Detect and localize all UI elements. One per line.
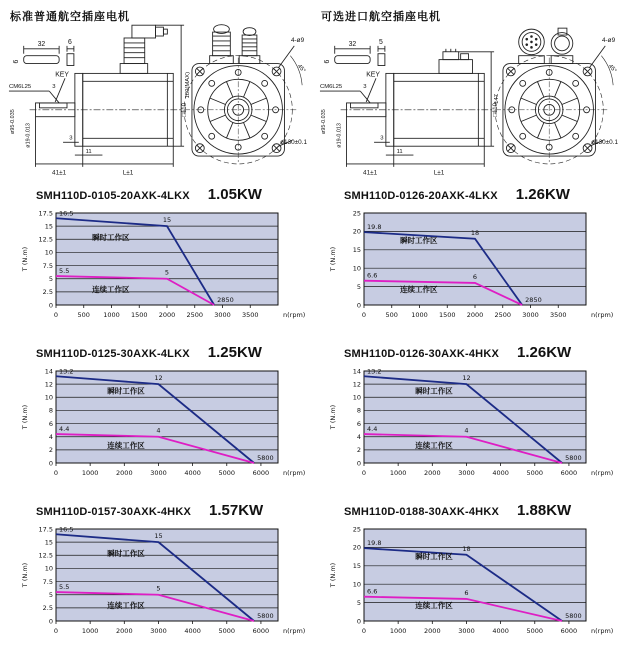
svg-text:20: 20 [352, 543, 361, 552]
svg-text:5000: 5000 [526, 469, 544, 477]
point-label: 16.5 [59, 525, 74, 534]
svg-text:3000: 3000 [522, 311, 539, 319]
point-label: 6 [464, 588, 469, 597]
svg-text:2000: 2000 [424, 469, 441, 477]
dim-mount-holes: 4-ø9 [291, 36, 305, 44]
svg-text:10: 10 [352, 580, 361, 589]
torque-chart-2 [328, 186, 624, 331]
svg-text:1500: 1500 [130, 311, 148, 319]
svg-text:5000: 5000 [218, 627, 236, 635]
torque-chart-6 [328, 502, 624, 647]
x-axis-label: n(rpm) [283, 469, 306, 477]
svg-text:0: 0 [48, 301, 53, 310]
dim-key-section: 6 [68, 38, 72, 46]
dim-11: 11 [85, 149, 92, 156]
svg-text:8: 8 [48, 406, 53, 415]
svg-text:2500: 2500 [186, 311, 204, 319]
svg-text:6000: 6000 [560, 469, 578, 477]
svg-text:12.5: 12.5 [38, 551, 53, 560]
torque-plot [20, 363, 312, 489]
svg-text:15: 15 [352, 562, 361, 571]
dim-flange-square: □110 [181, 102, 189, 117]
svg-text:5000: 5000 [526, 627, 544, 635]
svg-text:14: 14 [44, 367, 53, 376]
dim-spigot-dia: ø95-0.035 [9, 109, 16, 134]
zone-label: 连续工作区 [107, 600, 145, 610]
torque-plot [20, 205, 312, 331]
chart-model: SMH110D-0105-20AXK-4LKX [36, 190, 190, 202]
zone-label: 瞬时工作区 [92, 232, 130, 242]
svg-text:2000: 2000 [466, 311, 484, 319]
svg-text:1000: 1000 [81, 469, 99, 477]
svg-text:10: 10 [352, 264, 361, 273]
torque-plot [328, 521, 620, 647]
svg-text:0: 0 [361, 627, 367, 635]
y-axis-label: T (N.m) [21, 246, 29, 272]
dim-key-height: 6 [12, 59, 20, 64]
point-label: 6 [472, 272, 478, 281]
point-label: 4 [464, 426, 469, 435]
svg-text:3500: 3500 [241, 311, 259, 319]
dim-key-height: 6 [323, 59, 331, 64]
svg-text:1000: 1000 [389, 469, 407, 477]
plot-svg [20, 363, 312, 489]
svg-text:17.5: 17.5 [38, 525, 53, 534]
svg-text:5: 5 [48, 591, 53, 600]
y-axis-label: T (N.m) [329, 562, 337, 588]
chart-power: 1.26KW [515, 186, 570, 203]
point-label: 19.8 [367, 539, 382, 548]
dim-center-hole: CM6L25 [8, 84, 32, 91]
svg-text:0: 0 [361, 311, 367, 319]
svg-text:2: 2 [48, 446, 53, 455]
svg-text:0: 0 [53, 311, 59, 319]
y-axis-label: T (N.m) [329, 246, 337, 272]
svg-text:12.5: 12.5 [38, 235, 53, 244]
label-key: KEY [55, 71, 69, 79]
point-label: 16.5 [59, 209, 74, 218]
zone-label: 瞬时工作区 [400, 236, 438, 246]
dim-spigot-dia: ø95-0.035 [320, 109, 327, 134]
svg-text:2000: 2000 [424, 627, 441, 635]
point-label: 13.2 [367, 367, 382, 376]
svg-text:2.5: 2.5 [42, 288, 53, 297]
torque-plot [328, 363, 620, 489]
chart-power: 1.25KW [207, 344, 262, 361]
svg-text:0: 0 [53, 627, 59, 635]
dim-bolt-circle: ø130±0.1 [280, 139, 308, 147]
dim-key-width: 32 [348, 40, 357, 48]
drawings-row [0, 0, 627, 180]
svg-text:5: 5 [356, 598, 361, 607]
point-label: 4.4 [59, 425, 70, 434]
chart-power: 1.26KW [517, 344, 572, 361]
dim-total-height: 180(MAX) [185, 71, 191, 99]
svg-text:0: 0 [356, 617, 361, 626]
point-label: 18 [470, 228, 480, 237]
svg-text:500: 500 [77, 311, 90, 319]
point-label: 5800 [565, 612, 582, 620]
dim-3: 3 [380, 135, 384, 142]
svg-text:4000: 4000 [184, 627, 201, 635]
torque-chart-3 [20, 344, 316, 489]
plot-svg [20, 521, 312, 647]
svg-text:10: 10 [44, 564, 53, 573]
svg-text:6000: 6000 [252, 469, 270, 477]
charts-grid [0, 186, 627, 647]
y-axis-label: T (N.m) [21, 404, 29, 430]
drawing-standard-plug-motor [6, 4, 311, 180]
dim-shaft-dia: ø19-0.013 [25, 123, 32, 148]
svg-text:4000: 4000 [492, 469, 509, 477]
drawing-title-left: 标准普通航空插座电机 [10, 11, 130, 23]
chart-header [20, 186, 316, 204]
svg-text:1500: 1500 [438, 311, 456, 319]
chart-model: SMH110D-0157-30AXK-4HKX [36, 506, 191, 518]
point-label: 6.6 [367, 271, 378, 280]
dim-bolt-circle: ø130±0.1 [591, 139, 619, 147]
dim-total-height: 147 [494, 94, 501, 104]
dim-hole-angle: 45° [295, 63, 307, 75]
drawing-title-right: 可选进口航空插座电机 [321, 11, 441, 23]
motor-drawing-imported [317, 16, 622, 180]
point-label: 5 [164, 268, 170, 277]
svg-text:15: 15 [352, 246, 361, 255]
svg-text:6000: 6000 [252, 627, 270, 635]
point-label: 5 [156, 584, 161, 593]
svg-text:2.5: 2.5 [42, 604, 53, 613]
point-label: 19.8 [367, 223, 382, 232]
dim-11: 11 [396, 149, 403, 156]
svg-text:4: 4 [356, 433, 361, 442]
svg-text:8: 8 [356, 406, 361, 415]
svg-text:2000: 2000 [116, 627, 133, 635]
svg-text:10: 10 [44, 393, 53, 402]
drawing-imported-plug-motor [317, 4, 622, 180]
point-label: 6.6 [367, 587, 378, 596]
dim-hole-angle: 45° [606, 63, 618, 75]
torque-chart-5 [20, 502, 316, 647]
point-label: 15 [154, 532, 163, 541]
svg-text:3000: 3000 [150, 469, 167, 477]
svg-text:7.5: 7.5 [42, 261, 53, 270]
plot-svg [20, 205, 312, 331]
svg-text:3000: 3000 [458, 627, 475, 635]
torque-chart-1 [20, 186, 316, 331]
svg-text:10: 10 [352, 393, 361, 402]
chart-power: 1.57KW [209, 502, 264, 519]
dim-body-length: L±1 [122, 169, 134, 177]
point-label: 4.4 [367, 425, 378, 434]
svg-text:0: 0 [53, 469, 59, 477]
svg-text:3000: 3000 [458, 469, 475, 477]
x-axis-label: n(rpm) [591, 311, 614, 319]
svg-text:0: 0 [356, 459, 361, 468]
svg-text:12: 12 [44, 380, 53, 389]
svg-text:12: 12 [352, 380, 361, 389]
chart-header [328, 344, 624, 362]
plot-area [56, 371, 278, 463]
svg-text:1000: 1000 [103, 311, 120, 319]
svg-text:500: 500 [385, 311, 398, 319]
zone-label: 瞬时工作区 [107, 386, 145, 396]
svg-text:5: 5 [356, 282, 361, 291]
svg-text:6000: 6000 [560, 627, 578, 635]
svg-text:3000: 3000 [214, 311, 231, 319]
zone-label: 瞬时工作区 [415, 552, 453, 562]
x-axis-label: n(rpm) [283, 627, 306, 635]
chart-header [20, 502, 316, 520]
svg-text:0: 0 [361, 469, 367, 477]
svg-text:15: 15 [44, 538, 53, 547]
svg-text:4000: 4000 [184, 469, 201, 477]
svg-text:1000: 1000 [389, 627, 407, 635]
zone-label: 连续工作区 [400, 284, 438, 294]
plot-svg [328, 521, 620, 647]
svg-text:15: 15 [44, 222, 53, 231]
svg-text:7.5: 7.5 [42, 577, 53, 586]
dim-key-section: 5 [379, 38, 383, 46]
dim-body-length: L±1 [433, 169, 445, 177]
zone-label: 瞬时工作区 [107, 548, 145, 558]
dim-flange-square: □110 [492, 102, 500, 117]
plot-area [364, 213, 586, 305]
x-axis-label: n(rpm) [591, 469, 614, 477]
point-label: 5800 [565, 454, 582, 462]
dim-key-width: 32 [37, 40, 46, 48]
svg-text:4000: 4000 [492, 627, 509, 635]
dim-center-hole-depth: 3 [363, 84, 367, 91]
zone-label: 连续工作区 [415, 440, 453, 450]
svg-text:25: 25 [352, 525, 361, 534]
point-label: 12 [462, 374, 471, 383]
dim-center-hole: CM6L25 [319, 84, 343, 91]
point-label: 13.2 [59, 367, 74, 376]
plot-area [364, 529, 586, 621]
svg-text:3500: 3500 [549, 311, 567, 319]
zone-label: 连续工作区 [415, 600, 453, 610]
point-label: 18 [462, 544, 471, 553]
torque-plot [328, 205, 620, 331]
motor-drawing-standard [6, 16, 311, 180]
chart-model: SMH110D-0125-30AXK-4LKX [36, 348, 190, 360]
plot-area [56, 529, 278, 621]
svg-text:6: 6 [356, 419, 361, 428]
chart-header [328, 186, 624, 204]
svg-text:1000: 1000 [411, 311, 428, 319]
svg-text:17.5: 17.5 [38, 209, 53, 218]
point-label: 2850 [525, 296, 542, 304]
torque-plot [20, 521, 312, 647]
point-label: 15 [162, 216, 172, 225]
point-label: 2850 [217, 296, 234, 304]
chart-power: 1.88KW [517, 502, 572, 519]
svg-text:0: 0 [356, 301, 361, 310]
svg-text:4: 4 [48, 433, 53, 442]
dim-center-hole-depth: 3 [52, 84, 56, 91]
point-label: 12 [154, 374, 163, 383]
plot-svg [328, 205, 620, 331]
chart-model: SMH110D-0126-20AXK-4LKX [344, 190, 498, 202]
label-key: KEY [366, 71, 380, 79]
y-axis-label: T (N.m) [21, 562, 29, 588]
svg-text:20: 20 [352, 227, 361, 236]
chart-model: SMH110D-0126-30AXK-4HKX [344, 348, 499, 360]
dim-3: 3 [69, 135, 73, 142]
dim-shaft-length: 41±1 [363, 169, 378, 177]
svg-text:10: 10 [44, 248, 53, 257]
svg-text:14: 14 [352, 367, 361, 376]
point-label: 5800 [257, 454, 274, 462]
dim-shaft-length: 41±1 [52, 169, 67, 177]
x-axis-label: n(rpm) [283, 311, 306, 319]
dim-shaft-dia: ø19-0.013 [336, 123, 343, 148]
plot-svg [328, 363, 620, 489]
svg-text:0: 0 [48, 617, 53, 626]
chart-power: 1.05KW [207, 186, 262, 203]
svg-text:2000: 2000 [116, 469, 133, 477]
x-axis-label: n(rpm) [591, 627, 614, 635]
point-label: 4 [156, 426, 161, 435]
svg-text:1000: 1000 [81, 627, 99, 635]
chart-model: SMH110D-0188-30AXK-4HKX [344, 506, 499, 518]
svg-text:2000: 2000 [158, 311, 176, 319]
svg-text:25: 25 [352, 209, 361, 218]
point-label: 5.5 [59, 583, 70, 592]
svg-text:2500: 2500 [494, 311, 512, 319]
svg-text:3000: 3000 [150, 627, 167, 635]
svg-text:0: 0 [48, 459, 53, 468]
svg-text:6: 6 [48, 419, 53, 428]
chart-header [20, 344, 316, 362]
chart-header [328, 502, 624, 520]
svg-text:2: 2 [356, 446, 361, 455]
point-label: 5800 [257, 612, 274, 620]
torque-chart-4 [328, 344, 624, 489]
point-label: 5.5 [59, 267, 70, 276]
zone-label: 连续工作区 [107, 440, 145, 450]
zone-label: 连续工作区 [92, 284, 130, 294]
svg-text:5: 5 [48, 275, 53, 284]
dim-mount-holes: 4-ø9 [602, 36, 616, 44]
svg-text:5000: 5000 [218, 469, 236, 477]
y-axis-label: T (N.m) [329, 404, 337, 430]
plot-area [364, 371, 586, 463]
zone-label: 瞬时工作区 [415, 386, 453, 396]
